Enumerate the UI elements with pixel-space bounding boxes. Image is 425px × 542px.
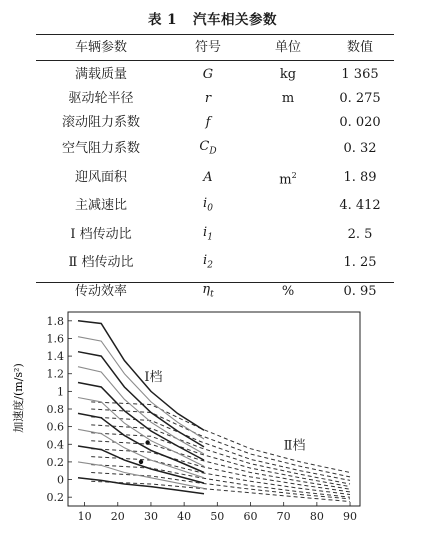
unit-main: kg: [279, 67, 297, 82]
symbol-main: i: [203, 195, 208, 211]
y-axis-label: 加速度/(m/s²): [12, 363, 25, 433]
parameter-value: 1. 25: [343, 255, 377, 271]
y-tick-label: 1.2: [46, 367, 64, 381]
x-tick-label: 40: [177, 510, 192, 523]
parameter-value: 0. 32: [343, 141, 377, 157]
x-tick-label: 30: [143, 510, 158, 523]
table-title: 汽车相关参数: [193, 12, 278, 28]
table-header-row: [36, 36, 394, 60]
y-tick-label: 0.8: [46, 403, 64, 416]
unit-main: m: [279, 171, 292, 187]
x-tick-label: 80: [309, 510, 324, 523]
gear2-curve: [91, 441, 350, 490]
header-unit: 单位: [274, 40, 301, 55]
symbol-main: i: [203, 224, 208, 240]
symbol-subscript: t: [210, 289, 214, 300]
table-row: [36, 87, 394, 111]
parameter-unit: [250, 221, 326, 250]
gear1-curve: [78, 478, 204, 494]
table-row: [36, 221, 394, 250]
symbol-main: C: [199, 139, 210, 154]
parameter-value: 0. 95: [343, 284, 377, 299]
parameter-value: 2. 5: [347, 226, 373, 242]
symbol-subscript: D: [209, 146, 217, 157]
y-tick-label: 1: [57, 385, 64, 399]
x-tick-label: 10: [77, 510, 92, 523]
y-tick-label: 0.2: [46, 455, 64, 469]
parameter-name: 传动效率: [74, 284, 127, 299]
symbol-main: r: [204, 91, 212, 106]
parameter-value: 0. 275: [339, 91, 381, 106]
table-row: [36, 164, 394, 192]
symbol-main: f: [205, 115, 211, 130]
symbol-subscript: 1: [207, 232, 213, 243]
parameter-unit: [250, 60, 326, 87]
y-tick-label: 1.8: [46, 314, 64, 328]
parameter-symbol: [166, 87, 250, 111]
gear-annotation: Ⅱ档: [283, 438, 306, 454]
symbol-main: i: [203, 253, 208, 269]
symbol-subscript: 2: [207, 260, 213, 271]
parameter-unit: [250, 111, 326, 135]
acceleration-chart: [0, 290, 425, 542]
x-tick-label: 60: [243, 510, 258, 523]
table-caption: [0, 8, 425, 28]
parameter-symbol: [166, 192, 250, 221]
y-tick-label: 0.4: [46, 438, 64, 452]
symbol-main: A: [203, 169, 213, 185]
table-row: [36, 249, 394, 278]
parameter-name: Ⅰ 档传动比: [70, 226, 132, 242]
parameter-unit: [250, 135, 326, 164]
gear-annotation: Ⅰ档: [144, 369, 163, 385]
gear1-curve: [78, 429, 204, 478]
x-tick-label: 70: [276, 510, 291, 523]
symbol-main: η: [202, 281, 211, 297]
parameter-name: 迎风面积: [74, 169, 127, 185]
parameter-value: 0. 020: [339, 115, 381, 130]
y-tick-label: 1.4: [46, 350, 64, 364]
x-tick-label: 20: [110, 510, 125, 523]
data-marker: [145, 440, 149, 444]
table-row: [36, 135, 394, 164]
parameter-name: 满载质量: [74, 67, 127, 82]
parameter-unit: [250, 249, 326, 278]
y-tick-label: 1.6: [46, 332, 64, 346]
table-row: [36, 111, 394, 135]
x-tick-label: 90: [343, 510, 358, 523]
table-row: [36, 60, 394, 87]
parameter-symbol: [166, 135, 250, 164]
gear2-curve: [91, 449, 350, 492]
header-value: 数值: [346, 40, 373, 55]
unit-main: %: [281, 284, 295, 299]
symbol-main: G: [202, 67, 214, 82]
parameter-unit: [250, 192, 326, 221]
y-tick-label: 0.2: [46, 491, 64, 505]
parameter-unit: [250, 87, 326, 111]
y-tick-label: 0: [57, 473, 64, 487]
y-tick-label: 0.6: [46, 420, 64, 434]
gear2-curve: [91, 465, 350, 498]
x-tick-label: 50: [210, 510, 225, 523]
parameter-unit: [250, 164, 326, 192]
parameter-name: 滚动阻力系数: [61, 115, 140, 130]
parameter-name: 驱动轮半径: [68, 91, 134, 106]
unit-main: m: [281, 91, 295, 106]
parameter-name: 空气阻力系数: [61, 141, 140, 157]
unit-superscript: 2: [291, 170, 297, 180]
table-number: 表 1: [147, 12, 178, 28]
header-symbol: 符号: [194, 40, 221, 55]
table-row: [36, 192, 394, 221]
parameter-symbol: [166, 249, 250, 278]
parameter-symbol: [166, 60, 250, 87]
parameter-value: 1. 89: [343, 169, 377, 185]
header-parameter: 车辆参数: [74, 40, 127, 55]
parameter-name: 主减速比: [74, 198, 127, 214]
parameter-value: 1 365: [341, 67, 379, 82]
gear2-curve: [91, 433, 350, 487]
parameter-value: 4. 412: [339, 198, 381, 214]
parameter-symbol: [166, 164, 250, 192]
parameter-name: Ⅱ 档传动比: [68, 255, 134, 271]
symbol-subscript: 0: [207, 203, 213, 214]
parameter-symbol: [166, 111, 250, 135]
parameter-symbol: [166, 221, 250, 250]
data-marker: [139, 460, 143, 464]
vehicle-parameters-table: [36, 36, 394, 306]
